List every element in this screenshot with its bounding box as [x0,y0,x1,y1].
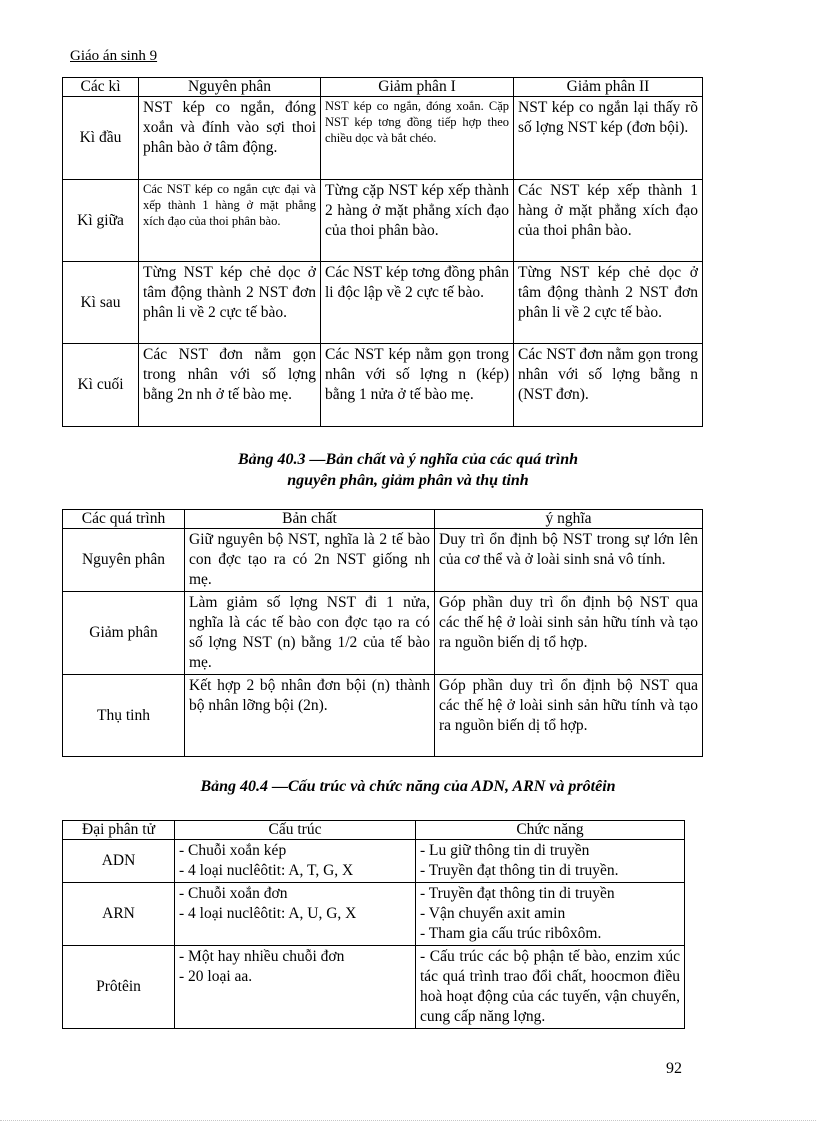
table-caption: Bảng 40.4 —Cấu trúc và chức năng của ADN, ARN và prôtêin [200,778,616,795]
row-header: Kì giữa [63,180,139,262]
table-cell: Kết hợp 2 bộ nhân đơn bội (n) thành bộ nhân lỡng bội (2n). [185,675,435,757]
row-header: ARN [63,883,175,946]
table-cell: Các NST kép nằm gọn trong nhân với số lợng n (kép) bằng 1 nửa ở tế bào mẹ. [321,344,514,427]
table-cell: Từng NST kép chẻ dọc ở tâm động thành 2 NST đơn phân li về 2 cực tế bào. [139,262,321,344]
column-header: Chức năng [416,821,685,840]
table-cell [175,883,416,946]
table-cell: NST kép co ngắn, đóng xoắn. Cặp NST kép tơng đồng tiếp hợp theo chiều dọc và bắt chéo. [321,97,514,180]
table-header-row [63,78,703,97]
table-row [63,675,703,757]
table-cell: NST kép co ngắn lại thấy rõ số lợng NST kép (đơn bội). [514,97,703,180]
table-row [63,180,703,262]
cell-line: - Vận chuyển axit amin [420,905,566,922]
caption-line: Bảng 40.3 —Bản chất và ý nghĩa của các quá trình [237,451,579,468]
cell-line: - Truyền đạt thông tin di truyền [420,885,615,902]
cell-line: - 20 loại aa. [179,968,253,985]
table-cell: Các NST đơn nằm gọn trong nhân với số lợng bằng 2n nh ở tế bào mẹ. [139,344,321,427]
table-cell: Góp phần duy trì ổn định bộ NST qua các thế hệ ở loài sinh sản hữu tính và tạo ra nguồn biến dị tổ hợp. [435,592,703,675]
row-header: Prôtêin [63,946,175,1029]
table-cell: NST kép co ngắn, đóng xoắn và đính vào sợi thoi phân bào ở tâm động. [139,97,321,180]
table-row [63,529,703,592]
table-header-row [63,821,685,840]
page-number: 92 [666,1060,682,1077]
table-row [63,97,703,180]
table-row [63,946,685,1029]
table-cell: Các NST kép xếp thành 1 hàng ở mặt phẳng xích đạo của thoi phân bào. [514,180,703,262]
cell-line: - Cấu trúc các bộ phận tế bào, enzim xúc tác quá trình trao đổi chất, hoocmon điều hoà hoạt động của các tuyến, vận chuyển, cung cấp năng lợng. [420,948,680,1025]
table-cell: Các NST kép tơng đồng phân li độc lập về 2 cực tế bào. [321,262,514,344]
table-cell: Làm giảm số lợng NST đi 1 nửa, nghĩa là các tế bào con đợc tạo ra có số lợng NST (n) bằng 1/2 của tế bào mẹ. [185,592,435,675]
table-cell: Các NST đơn nằm gọn trong nhân với số lợng bằng n (NST đơn). [514,344,703,427]
row-header: Thụ tinh [63,675,185,757]
column-header: Nguyên phân [139,78,321,97]
table-cell [416,840,685,883]
table-header-row [63,510,703,529]
column-header: Đại phân tử [63,821,175,840]
column-header: Cấu trúc [175,821,416,840]
row-header: Nguyên phân [63,529,185,592]
process-table [62,509,703,757]
column-header: Các quá trình [63,510,185,529]
cell-line: - Chuỗi xoắn kép [179,842,287,859]
table-row [63,883,685,946]
column-header: Các kì [63,78,139,97]
table-cell [175,840,416,883]
cell-line: - 4 loại nuclêôtit: A, U, G, X [179,905,357,922]
page-header: Giáo án sinh 9 [70,48,158,64]
table-cell: Từng NST kép chẻ dọc ở tâm động thành 2 NST đơn phân li về 2 cực tế bào. [514,262,703,344]
cell-line: - 4 loại nuclêôtit: A, T, G, X [179,862,354,879]
row-header: Giảm phân [63,592,185,675]
row-header: ADN [63,840,175,883]
cell-line: - Tham gia cấu trúc ribôxôm. [420,925,602,942]
table-cell [416,883,685,946]
table-cell: Các NST kép co ngắn cực đại và xếp thành 1 hàng ở mặt phẳng xích đạo của thoi phân bào. [139,180,321,262]
footer-divider [0,1120,816,1121]
column-header: Bản chất [185,510,435,529]
phase-comparison-table [62,77,703,427]
cell-line: - Truyền đạt thông tin di truyền. [420,862,619,879]
column-header: ý nghĩa [435,510,703,529]
table-cell: Từng cặp NST kép xếp thành 2 hàng ở mặt phẳng xích đạo của thoi phân bào. [321,180,514,262]
table-cell: Duy trì ổn định bộ NST trong sự lớn lên của cơ thể và ở loài sinh snả vô tính. [435,529,703,592]
column-header: Giảm phân II [514,78,703,97]
table-row [63,344,703,427]
row-header: Kì đầu [63,97,139,180]
caption-line: nguyên phân, giảm phân và thụ tinh [287,472,529,489]
cell-line: - Lu giữ thông tin di truyền [420,842,590,859]
row-header: Kì cuối [63,344,139,427]
macromolecule-table [62,820,685,1029]
table-cell [416,946,685,1029]
cell-line: - Một hay nhiều chuỗi đơn [179,948,345,965]
table-row [63,840,685,883]
table-row [63,592,703,675]
column-header: Giảm phân I [321,78,514,97]
table-caption [0,449,816,491]
table-cell [175,946,416,1029]
row-header: Kì sau [63,262,139,344]
cell-line: - Chuỗi xoắn đơn [179,885,288,902]
table-cell: Góp phần duy trì ổn định bộ NST qua các thế hệ ở loài sinh sản hữu tính và tạo ra nguồn biến dị tổ hợp. [435,675,703,757]
table-row [63,262,703,344]
table-cell: Giữ nguyên bộ NST, nghĩa là 2 tế bào con đợc tạo ra có 2n NST giống nh mẹ. [185,529,435,592]
